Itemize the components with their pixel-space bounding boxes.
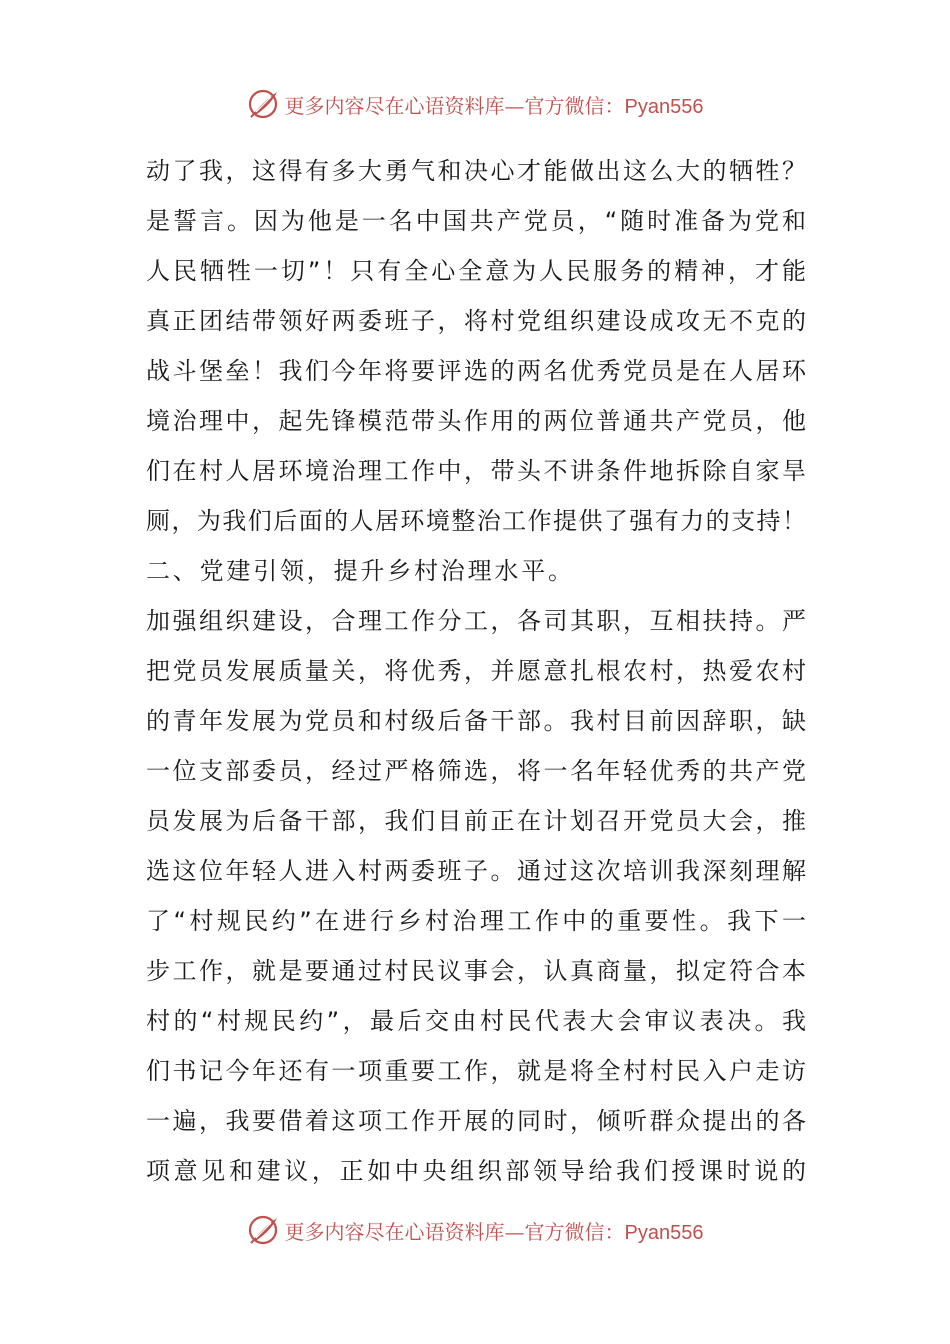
body-line-17: 步工作，就是要通过村民议事会，认真商量，拟定符合本 xyxy=(146,957,806,985)
body-line-3: 人民牺牲一切”！只有全心全意为人民服务的精神，才能 xyxy=(146,257,806,285)
header-banner xyxy=(0,84,950,124)
section-heading: 二、党建引领，提升乡村治理水平。 xyxy=(146,557,575,585)
body-line-1: 动了我，这得有多大勇气和决心才能做出这么大的牺牲？ xyxy=(146,157,806,185)
body-line-19: 们书记今年还有一项重要工作，就是将全村村民入户走访 xyxy=(146,1057,806,1085)
body-line-12: 的青年发展为党员和村级后备干部。我村目前因辞职，缺 xyxy=(146,707,806,735)
quill-logo-icon xyxy=(247,87,281,121)
body-line-5: 战斗堡垒！我们今年将要评选的两名优秀党员是在人居环 xyxy=(146,357,806,385)
body-line-13: 一位支部委员，经过严格筛选，将一名年轻优秀的共产党 xyxy=(146,757,806,785)
body-line-18: 村的“村规民约”，最后交由村民代表大会审议表决。我 xyxy=(146,1007,806,1035)
footer-banner xyxy=(0,1210,950,1250)
body-line-11: 把党员发展质量关，将优秀，并愿意扎根农村，热爱农村 xyxy=(146,657,806,685)
body-line-7: 们在村人居环境治理工作中，带头不讲条件地拆除自家旱 xyxy=(146,457,806,485)
body-line-14: 员发展为后备干部，我们目前正在计划召开党员大会，推 xyxy=(146,807,806,835)
body-line-21: 项意见和建议，正如中央组织部领导给我们授课时说的 xyxy=(146,1157,806,1185)
body-line-8: 厕，为我们后面的人居环境整治工作提供了强有力的支持！ xyxy=(146,507,806,535)
body-line-16: 了“村规民约”在进行乡村治理工作中的重要性。我下一 xyxy=(146,907,806,935)
document-body xyxy=(146,146,806,1196)
body-line-10: 加强组织建设，合理工作分工，各司其职，互相扶持。严 xyxy=(146,607,806,635)
header-wechat-account: Pyan556 xyxy=(624,95,704,118)
body-line-6: 境治理中，起先锋模范带头作用的两位普通共产党员，他 xyxy=(146,407,806,435)
header-banner-text xyxy=(285,90,704,119)
footer-banner-label: 更多内容尽在心语资料库—官方微信： xyxy=(284,1219,625,1244)
body-line-4: 真正团结带领好两委班子，将村党组织建设成攻无不克的 xyxy=(146,307,806,335)
footer-wechat-account: Pyan556 xyxy=(624,1221,704,1244)
body-line-20: 一遍，我要借着这项工作开展的同时，倾听群众提出的各 xyxy=(146,1107,806,1135)
header-banner-label: 更多内容尽在心语资料库—官方微信： xyxy=(284,93,625,118)
body-line-15: 选这位年轻人进入村两委班子。通过这次培训我深刻理解 xyxy=(146,857,806,885)
quill-logo-icon xyxy=(247,1213,281,1247)
body-line-2: 是誓言。因为他是一名中国共产党员，“随时准备为党和 xyxy=(146,207,806,235)
footer-banner-text xyxy=(285,1216,704,1245)
